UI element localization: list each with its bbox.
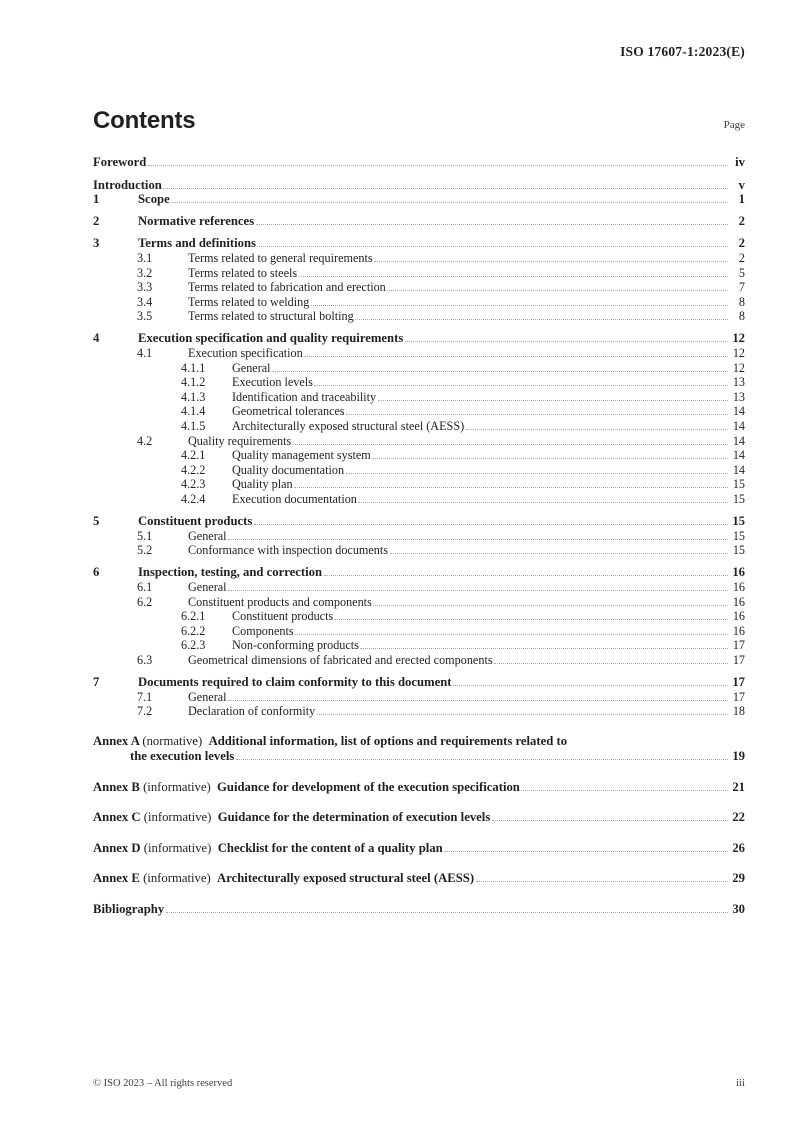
toc-entry-frontmatter[interactable]	[93, 178, 745, 193]
toc-entry-label: Architecturally exposed structural steel (AESS)	[232, 419, 465, 433]
toc-entry-page-number: 12	[732, 331, 745, 346]
toc-entry-page-number: 16	[732, 565, 745, 580]
toc-entry-label: Execution specification	[188, 346, 303, 361]
annex-name: Annex A	[93, 733, 143, 748]
dot-leader	[494, 663, 727, 664]
toc-entry-level2[interactable]	[93, 543, 745, 558]
dot-leader	[372, 458, 727, 459]
annex-name: Annex E	[93, 871, 144, 886]
dot-leader	[304, 356, 727, 357]
toc-entry-number: 4	[93, 331, 100, 346]
toc-entry-level3[interactable]	[93, 448, 745, 463]
toc-entry-label: General	[188, 528, 227, 543]
toc-entry-level2[interactable]	[93, 295, 745, 310]
toc-entry-number: 4.1.3	[181, 389, 206, 404]
toc-entry-annex[interactable]	[93, 780, 745, 796]
page-title: Contents	[93, 107, 196, 134]
toc-entry-level2[interactable]	[93, 266, 745, 281]
dot-leader	[390, 553, 728, 554]
toc-entry-number: 3	[93, 236, 100, 251]
toc-entry-label: Documents required to claim conformity to this document	[138, 675, 452, 689]
toc-entry-number: 4.2.3	[181, 477, 206, 492]
dot-leader	[346, 414, 727, 415]
toc-entry-page-number: 12	[732, 346, 745, 361]
dot-leader	[171, 202, 727, 203]
toc-entry-label: Normative references	[138, 214, 255, 229]
dot-leader	[166, 912, 728, 913]
toc-entry-number: 3.5	[137, 309, 153, 324]
toc-entry-number: 4.1.4	[181, 404, 206, 419]
dot-leader	[228, 590, 727, 591]
toc-entry-frontmatter[interactable]	[93, 155, 745, 170]
toc-entry-label: Geometrical tolerances	[232, 404, 345, 419]
toc-entry-level3[interactable]	[93, 477, 745, 492]
dot-leader	[228, 539, 727, 540]
annex-page-number: 29	[732, 871, 745, 886]
toc-entry-number: 6.2.1	[181, 609, 206, 624]
toc-entry-number: 4.1	[137, 346, 153, 361]
toc-entry-number: 4.2.2	[181, 462, 206, 477]
dot-leader	[314, 385, 727, 386]
page-footer	[93, 1077, 745, 1089]
dot-leader	[299, 276, 728, 277]
toc-entry-label: General	[188, 579, 227, 594]
toc-entry-page-number: 8	[738, 294, 745, 309]
toc-entry-label: General	[232, 360, 271, 375]
toc-entry-page-number: 5	[738, 265, 745, 280]
dot-leader	[405, 341, 728, 342]
toc-entry-page-number: 13	[732, 389, 745, 404]
toc-header-row	[93, 108, 745, 134]
toc-entry-number: 1	[93, 192, 100, 207]
toc-entry-page-number: 16	[732, 609, 745, 624]
toc-entry-number: 6.2.2	[181, 623, 206, 638]
toc-entry-page-number: 18	[732, 704, 745, 719]
toc-entry-label: Quality requirements	[188, 433, 292, 448]
toc-entry-number: 6.2	[137, 594, 153, 609]
toc-entry-label: Terms related to general requirements	[188, 250, 373, 265]
toc-entry-label: Terms related to fabrication and erection	[188, 280, 386, 295]
toc-entry-level2[interactable]	[93, 434, 745, 449]
toc-entry-number: 6.3	[137, 652, 153, 667]
toc-entry-page-number: 7	[738, 280, 745, 295]
toc-entry-number: 3.2	[137, 265, 153, 280]
annex-title-line-1: Architecturally exposed structural steel (AESS)	[210, 871, 475, 886]
annex-title-line-1: Additional information, list of options and requirements related to	[202, 733, 568, 748]
toc-entry-label: Scope	[138, 192, 170, 207]
toc-entry-level2[interactable]	[93, 529, 745, 544]
toc-entry-label: General	[188, 689, 227, 704]
toc-entry-number: 7.2	[137, 704, 153, 719]
toc-entry-page-number: iv	[735, 155, 745, 169]
toc-entry-label: Execution specification and quality requirements	[138, 331, 404, 346]
table-of-contents	[93, 155, 745, 916]
toc-entry-label: Inspection, testing, and correction	[138, 565, 323, 580]
toc-entry-level3[interactable]	[93, 609, 745, 624]
toc-entry-number: 4.1.5	[181, 419, 206, 433]
annex-kind: (informative)	[143, 810, 212, 825]
toc-entry-label: Geometrical dimensions of fabricated and erected components	[188, 652, 493, 667]
toc-entry-page-number: 14	[732, 462, 745, 477]
toc-entry-label: Quality documentation	[232, 462, 345, 477]
dot-leader	[355, 319, 727, 320]
dot-leader	[295, 634, 727, 635]
toc-entry-level2[interactable]	[93, 346, 745, 361]
toc-entry-number: 4.2	[137, 433, 153, 448]
annex-title-line-2: the execution levels	[130, 749, 235, 764]
toc-entry-level1[interactable]	[93, 214, 745, 229]
toc-entry-page-number: 17	[732, 689, 745, 704]
toc-entry-level3[interactable]	[93, 390, 745, 405]
dot-leader	[360, 648, 727, 649]
toc-entry-number: 6	[93, 565, 100, 580]
toc-entry-annex[interactable]	[93, 734, 745, 765]
toc-entry-label: Execution documentation	[232, 491, 357, 506]
toc-entry-page-number: 16	[732, 594, 745, 609]
dot-leader	[163, 188, 727, 189]
toc-entry-level1[interactable]	[93, 236, 745, 251]
dot-leader	[346, 473, 728, 474]
dot-leader	[228, 700, 727, 701]
dot-leader	[311, 305, 728, 306]
annex-title-line-1: Checklist for the content of a quality plan	[211, 840, 443, 855]
toc-entry-level2[interactable]	[93, 595, 745, 610]
toc-entry-level2[interactable]	[93, 653, 745, 668]
copyright-notice: © ISO 2023 – All rights reserved	[93, 1078, 233, 1089]
toc-entry-bibliography[interactable]	[93, 902, 745, 917]
annex-entry-body	[93, 841, 745, 857]
toc-entry-level3[interactable]	[93, 638, 745, 653]
page-folio: iii	[735, 1077, 745, 1089]
dot-leader	[466, 429, 728, 430]
annex-page-number: 19	[732, 749, 745, 764]
toc-entry-number: 4.2.4	[181, 491, 206, 506]
toc-entry-page-number: 16	[732, 579, 745, 594]
toc-entry-number: 3.1	[137, 250, 153, 265]
toc-entry-level3[interactable]	[93, 361, 745, 376]
dot-leader	[453, 685, 727, 686]
dot-leader	[294, 487, 727, 488]
toc-entry-level1[interactable]	[93, 675, 745, 690]
toc-entry-label: Declaration of conformity	[188, 704, 316, 719]
toc-entry-level2[interactable]	[93, 280, 745, 295]
dot-leader	[335, 619, 728, 620]
toc-entry-level2[interactable]	[93, 251, 745, 266]
toc-entry-level3[interactable]	[93, 404, 745, 419]
dot-leader	[293, 444, 728, 445]
toc-entry-label: Quality plan	[232, 477, 293, 492]
toc-entry-label: Terms and definitions	[138, 236, 256, 251]
toc-entry-number: 7.1	[137, 689, 153, 704]
toc-entry-level2[interactable]	[93, 309, 745, 324]
toc-entry-page-number: 14	[732, 433, 745, 448]
toc-entry-page-number: 8	[738, 309, 745, 324]
toc-entry-label: Execution levels	[232, 375, 313, 390]
toc-entry-label: Terms related to structural bolting	[188, 309, 354, 324]
toc-entry-page-number: 17	[732, 675, 745, 689]
annex-name: Annex B	[93, 779, 144, 794]
toc-entry-number: 2	[93, 214, 100, 229]
bibliography-page-number: 30	[732, 901, 745, 916]
annex-entry-body	[93, 780, 745, 796]
toc-entry-label: Conformance with inspection documents	[188, 543, 389, 558]
dot-leader	[254, 524, 728, 525]
toc-entry-level3[interactable]	[93, 419, 745, 434]
toc-entry-label: Bibliography	[93, 901, 165, 916]
toc-entry-label: Non-conforming products	[232, 638, 359, 653]
toc-entry-number: 5.2	[137, 543, 153, 558]
annex-entry-body	[93, 734, 745, 765]
dot-leader	[272, 371, 727, 372]
dot-leader	[148, 165, 728, 166]
toc-entry-number: 5	[93, 514, 100, 529]
toc-entry-page-number: 15	[732, 491, 745, 506]
toc-entry-level1[interactable]	[93, 192, 745, 207]
toc-entry-label: Components	[232, 623, 294, 638]
toc-entry-page-number: 1	[738, 192, 745, 207]
dot-leader	[324, 575, 728, 576]
toc-entry-page-number: 15	[732, 528, 745, 543]
toc-entry-page-number: 2	[738, 250, 745, 265]
annex-kind: (informative)	[143, 871, 211, 886]
toc-entry-label: Quality management system	[232, 448, 371, 463]
toc-entry-page-number: 14	[732, 419, 745, 433]
toc-entry-page-number: 17	[732, 652, 745, 667]
toc-entry-level2[interactable]	[93, 704, 745, 719]
dot-leader	[378, 400, 728, 401]
toc-entry-level3[interactable]	[93, 463, 745, 478]
toc-entry-page-number: 12	[732, 360, 745, 375]
dot-leader	[358, 502, 727, 503]
toc-entry-page-number: v	[738, 177, 745, 192]
annex-kind: (normative)	[142, 733, 203, 748]
annex-kind: (informative)	[143, 779, 211, 794]
toc-entry-annex[interactable]	[93, 841, 745, 857]
dot-leader	[256, 224, 728, 225]
dot-leader	[374, 261, 727, 262]
toc-entry-label: Constituent products	[138, 514, 253, 529]
dot-leader	[317, 714, 728, 715]
toc-entry-page-number: 17	[732, 638, 745, 653]
toc-entry-page-number: 15	[732, 543, 745, 558]
toc-entry-level3[interactable]	[93, 492, 745, 507]
annex-title-line-1: Guidance for development of the execution specification	[210, 779, 520, 794]
toc-entry-level2[interactable]	[93, 580, 745, 595]
toc-entry-number: 3.3	[137, 280, 153, 295]
toc-entry-page-number: 15	[732, 477, 745, 492]
toc-entry-number: 4.1.1	[181, 360, 206, 375]
toc-entry-page-number: 16	[732, 623, 745, 638]
toc-entry-page-number: 13	[732, 375, 745, 390]
toc-entry-level3[interactable]	[93, 624, 745, 639]
toc-entry-page-number: 14	[732, 404, 745, 419]
toc-entry-level1[interactable]	[93, 565, 745, 580]
toc-entry-page-number: 14	[732, 448, 745, 463]
page-column-header: Page	[723, 119, 745, 131]
toc-entry-number: 6.2.3	[181, 638, 206, 653]
toc-entry-annex[interactable]	[93, 810, 745, 826]
toc-entry-label: Identification and traceability	[232, 389, 377, 404]
annex-name: Annex D	[93, 840, 144, 855]
annex-page-number: 22	[732, 810, 745, 825]
toc-entry-number: 4.1.2	[181, 375, 206, 390]
annex-name: Annex C	[93, 810, 144, 825]
dot-leader	[492, 820, 728, 821]
toc-entry-page-number: 2	[738, 214, 745, 229]
dot-leader	[373, 605, 727, 606]
dot-leader	[444, 851, 727, 852]
annex-kind: (informative)	[143, 840, 212, 855]
toc-entry-label: Introduction	[93, 177, 162, 192]
annex-entry-body	[93, 810, 745, 826]
toc-entry-number: 3.4	[137, 294, 153, 309]
toc-entry-level2[interactable]	[93, 690, 745, 705]
toc-entry-number: 5.1	[137, 528, 153, 543]
dot-leader	[236, 759, 728, 760]
toc-entry-label: Constituent products and components	[188, 594, 372, 609]
toc-entry-label: Foreword	[93, 155, 147, 169]
toc-entry-page-number: 2	[738, 236, 745, 251]
toc-entry-level3[interactable]	[93, 375, 745, 390]
toc-entry-number: 4.2.1	[181, 448, 206, 463]
toc-entry-level1[interactable]	[93, 514, 745, 529]
toc-entry-number: 6.1	[137, 579, 153, 594]
toc-entry-label: Constituent products	[232, 609, 334, 624]
annex-page-number: 21	[732, 779, 745, 794]
dot-leader	[476, 881, 728, 882]
annex-entry-body	[93, 871, 745, 887]
annex-title-line-1: Guidance for the determination of execution levels	[211, 810, 491, 825]
annex-page-number: 26	[732, 840, 745, 855]
dot-leader	[521, 790, 727, 791]
dot-leader	[257, 246, 727, 247]
dot-leader	[387, 290, 727, 291]
toc-entry-label: Terms related to steels	[188, 265, 298, 280]
toc-entry-page-number: 15	[732, 514, 745, 529]
toc-entry-label: Terms related to welding	[188, 294, 310, 309]
toc-entry-annex[interactable]	[93, 871, 745, 887]
document-header-standard-ref: ISO 17607-1:2023(E)	[620, 44, 745, 59]
toc-entry-number: 7	[93, 675, 100, 689]
toc-entry-level1[interactable]	[93, 331, 745, 346]
